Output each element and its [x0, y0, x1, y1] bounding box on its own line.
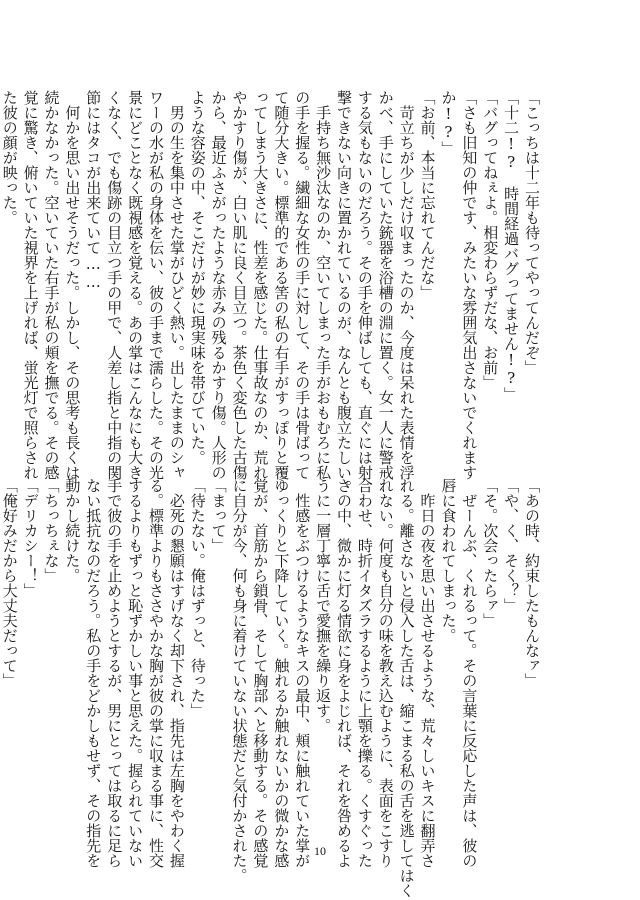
text-line: 必死の懇願はすげなく却下され、指先は左胸をやわく握 — [167, 478, 186, 868]
text-line: の手を握る。繊細な女性の手に対して、その手は骨ばって — [293, 90, 312, 480]
text-line: れる。離さないと侵入した舌は、縮こまる私の舌を逃してはく — [397, 478, 416, 898]
text-line: 「や、く、そく？」 — [502, 478, 521, 613]
text-line: 「あの時、約束したもんなァ」 — [523, 478, 541, 688]
text-line: 続かなかった。空いていた右手が私の頬を撫でる。その感 — [42, 90, 61, 480]
text-line: やかすり傷が、白い肌に良く目立つ。茶色く変色した古傷 — [230, 90, 249, 480]
text-line: 「バグってねぇよ。相変わらずだな、お前」 — [481, 90, 500, 390]
text-line: れない。何度も自分の味を教え込むように、表面をこすり — [376, 478, 395, 868]
text-line: 「ちっちぇな」 — [42, 478, 61, 583]
text-line: 唇に食われてしまった。 — [439, 478, 458, 643]
text-line: 何かを思い出せそうだった。しかし、その思考も長くは — [63, 90, 82, 480]
text-line: た彼の顔が映った。 — [0, 90, 19, 225]
text-line: 「お前、本当に忘れてんだな」 — [418, 90, 437, 300]
text-line: ような容姿の中、そこだけが妙に現実味を帯びていた。 — [188, 90, 207, 465]
text-line: うに一層丁寧に舌で愛撫を繰り返す。 — [314, 478, 333, 733]
text-line: る。標準よりもささやかな胸が彼の掌に収まる事に、性交 — [146, 478, 165, 868]
text-line: ない抵抗なのだろう。私の手をどかしもせず、その指先を — [84, 478, 103, 868]
page-number: 10 — [314, 844, 326, 858]
text-line: 昨日の夜を思い出させるような、荒々しいキスに翻弄さ — [418, 478, 437, 868]
text-line: 「デリカシー！」 — [21, 478, 40, 598]
text-line: 覚に驚き、俯いていた視界を上げれば、蛍光灯で照らされ — [21, 90, 40, 480]
text-line: ゆっくりと下降していく。触れるか触れないかの微かな感 — [272, 478, 291, 868]
text-line: 苛立ちが少しだけ収まったのか、今度は呆れた表情を浮 — [397, 90, 416, 480]
text-line: 「そ。次会ったらァ」 — [481, 478, 500, 628]
text-line: 「こっちは十二年も待ってやってんだぞ」 — [523, 90, 541, 375]
text-line: 「俺好みだから大丈夫だって」 — [0, 478, 19, 688]
text-line: から、最近ふさがったような赤みの残るかすり傷。人形の — [209, 90, 228, 480]
text-line: ワーの水が私の身体を伝い、彼の手まで濡らした。その光 — [146, 90, 165, 480]
text-line: か!?」 — [439, 90, 458, 156]
text-line: くなく、でも傷跡の目立つ手の甲で、人差し指と中指の関 — [105, 90, 124, 480]
text-line: 合わせ、時折イタズラするように上顎を擽る。くすぐった — [355, 478, 374, 868]
text-line: 覚が、首筋から鎖骨、そして胸部へと移動する。その感覚 — [251, 478, 270, 868]
text-line: 「さも旧知の仲です、みたいな雰囲気出さないでくれます — [460, 90, 479, 480]
upper-text-block — [0, 90, 542, 495]
text-line: 男の生を集中させた掌がひどく熱い。出したままのシャ — [167, 90, 186, 480]
text-line: さの中、微かに灯る情欲に身をよじれば、それを咎めるよ — [334, 478, 353, 868]
text-line: 「十二!? 時間経過バグってません!?」 — [502, 90, 521, 402]
text-line: 撃できない向きに置かれているのが、なんとも腹立たしい。 — [334, 90, 353, 495]
text-line: に自分が今、何も身に着けていない状態だと気付かされた。 — [230, 478, 249, 883]
text-line: 手で彼の手を止めようとするが、男にとっては取るに足ら — [105, 478, 124, 868]
text-line: かべ、手にしていた銃器を浴槽の淵に置く。女一人に警戒 — [376, 90, 395, 480]
text-line: ぜーんぶ、くれるって。その言葉に反応した声は、彼の — [460, 478, 479, 868]
text-line: 節にはタコが出来ていて…… — [84, 90, 103, 291]
text-line: ってしまう大きさに、性差を感じた。仕事故なのか、荒れ — [251, 90, 270, 480]
text-line: する気もないのだろう。その手を伸ばしても、直ぐには射 — [355, 90, 374, 480]
text-line: 性感をぶつけるようなキスの最中、頬に触れていた掌が — [293, 478, 312, 868]
text-line: 「待たない。俺はずっと、待った」 — [188, 478, 207, 718]
text-line: するよりもずっと恥ずかしい事と思えた。握られていない — [126, 478, 145, 868]
text-line: て随分大きい。標準的である筈の私の右手がすっぽりと覆 — [272, 90, 291, 480]
text-line: 動かし続けた。 — [63, 478, 82, 583]
text-line: 「まって」 — [209, 478, 228, 553]
text-line: 手持ち無沙汰なのか、空いてしまった手がおもむろに私 — [314, 90, 333, 480]
text-line: 景にどことなく既視感を覚える。あの掌はこんなにも大き — [126, 90, 145, 480]
